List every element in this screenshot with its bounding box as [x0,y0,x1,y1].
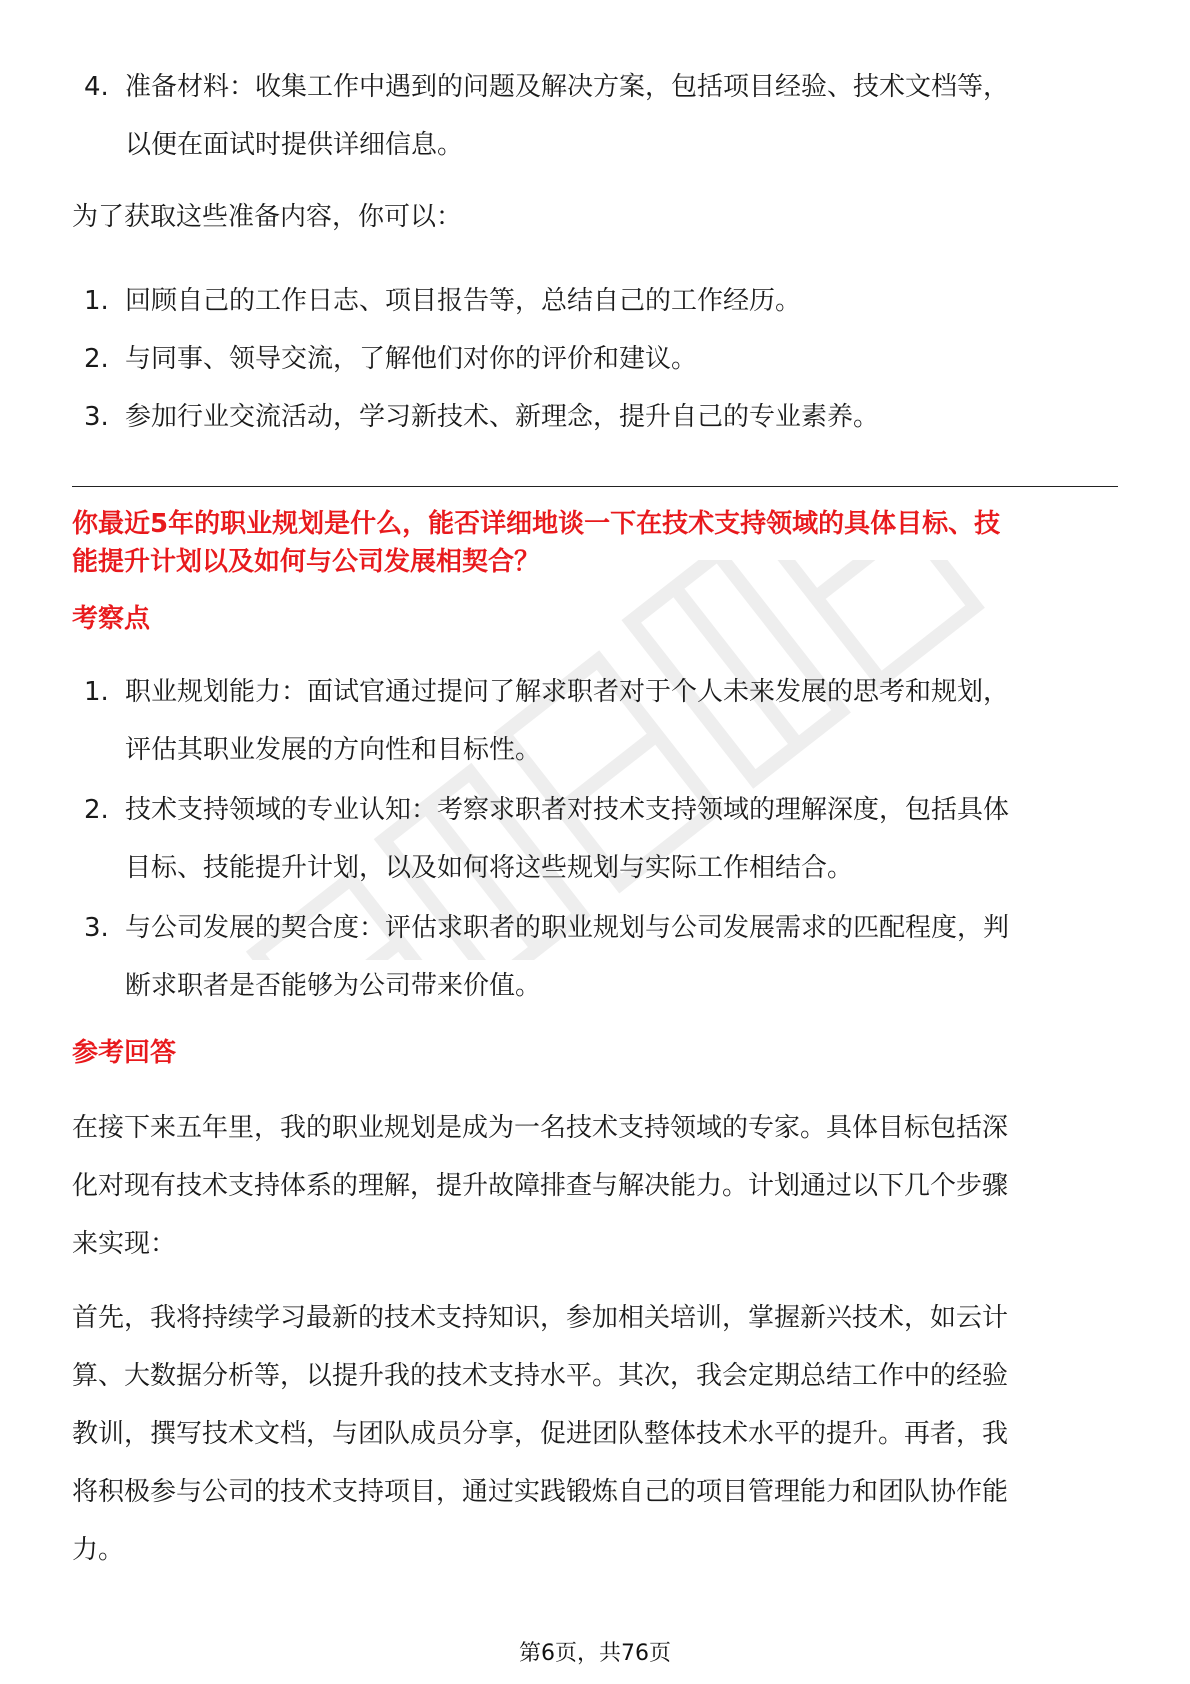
list-text-line: 技术支持领域的专业认知：考察求职者对技术支持领域的理解深度，包括具体 [125,795,1010,825]
list-number: 1. [84,677,109,707]
paragraph-line: 教训，撰写技术文档，与团队成员分享，促进团队整体技术水平的提升。再者，我 [72,1419,1009,1449]
list-text-line: 评估其职业发展的方向性和目标性。 [125,735,542,765]
list-text-line: 与公司发展的契合度：评估求职者的职业规划与公司发展需求的匹配程度，判 [125,913,1010,943]
list-text-line: 断求职者是否能够为公司带来价值。 [125,971,542,1001]
prep-list [72,272,1118,446]
paragraph-line: 在接下来五年里，我的职业规划是成为一名技术支持领域的专家。具体目标包括深 [72,1113,1009,1143]
question-heading [72,505,1118,581]
answer-paragraph-1 [72,1099,1118,1273]
list-number: 2. [84,795,109,825]
question-line: 你最近5年的职业规划是什么，能否详细地谈一下在技术支持领域的具体目标、技 [72,509,1001,539]
list-item [72,58,1118,174]
list-item [72,272,1118,330]
list-number: 2. [84,344,109,374]
list-text-line: 目标、技能提升计划，以及如何将这些规划与实际工作相结合。 [125,853,854,883]
page-content [72,58,1118,1579]
exam-points-heading: 考察点 [72,604,151,634]
page-number-footer: 第6页，共76页 [519,1641,671,1666]
paragraph-line: 首先，我将持续学习最新的技术支持知识，参加相关培训，掌握新兴技术，如云计 [72,1303,1009,1333]
paragraph-line: 算、大数据分析等，以提升我的技术支持水平。其次，我会定期总结工作中的经验 [72,1361,1009,1391]
paragraph-line: 化对现有技术支持体系的理解，提升故障排查与解决能力。计划通过以下几个步骤 [72,1171,1009,1201]
list-text-line: 以便在面试时提供详细信息。 [125,130,464,160]
list-number: 4. [84,72,109,102]
list-number: 3. [84,913,109,943]
list-number: 1. [84,286,109,316]
list-item [72,781,1118,897]
paragraph-line: 力。 [72,1535,125,1565]
list-text: 回顾自己的工作日志、项目报告等，总结自己的工作经历。 [125,286,802,316]
list-item [72,663,1118,779]
answer-paragraph-2 [72,1289,1118,1579]
top-list [72,58,1118,174]
intro-text: 为了获取这些准备内容，你可以： [72,202,463,232]
reference-answer-heading: 参考回答 [72,1038,177,1068]
list-text-line: 职业规划能力：面试官通过提问了解求职者对于个人未来发展的思考和规划， [125,677,1010,707]
exam-points-list [72,663,1118,1015]
list-number: 3. [84,402,109,432]
question-line: 能提升计划以及如何与公司发展相契合？ [72,547,541,577]
list-item [72,330,1118,388]
list-item [72,388,1118,446]
paragraph-line: 来实现： [72,1229,177,1259]
list-item [72,899,1118,1015]
list-text: 参加行业交流活动，学习新技术、新理念，提升自己的专业素养。 [125,402,880,432]
paragraph-line: 将积极参与公司的技术支持项目，通过实践锻炼自己的项目管理能力和团队协作能 [72,1477,1009,1507]
list-text-line: 准备材料：收集工作中遇到的问题及解决方案，包括项目经验、技术文档等， [125,72,1010,102]
list-text: 与同事、领导交流，了解他们对你的评价和建议。 [125,344,698,374]
